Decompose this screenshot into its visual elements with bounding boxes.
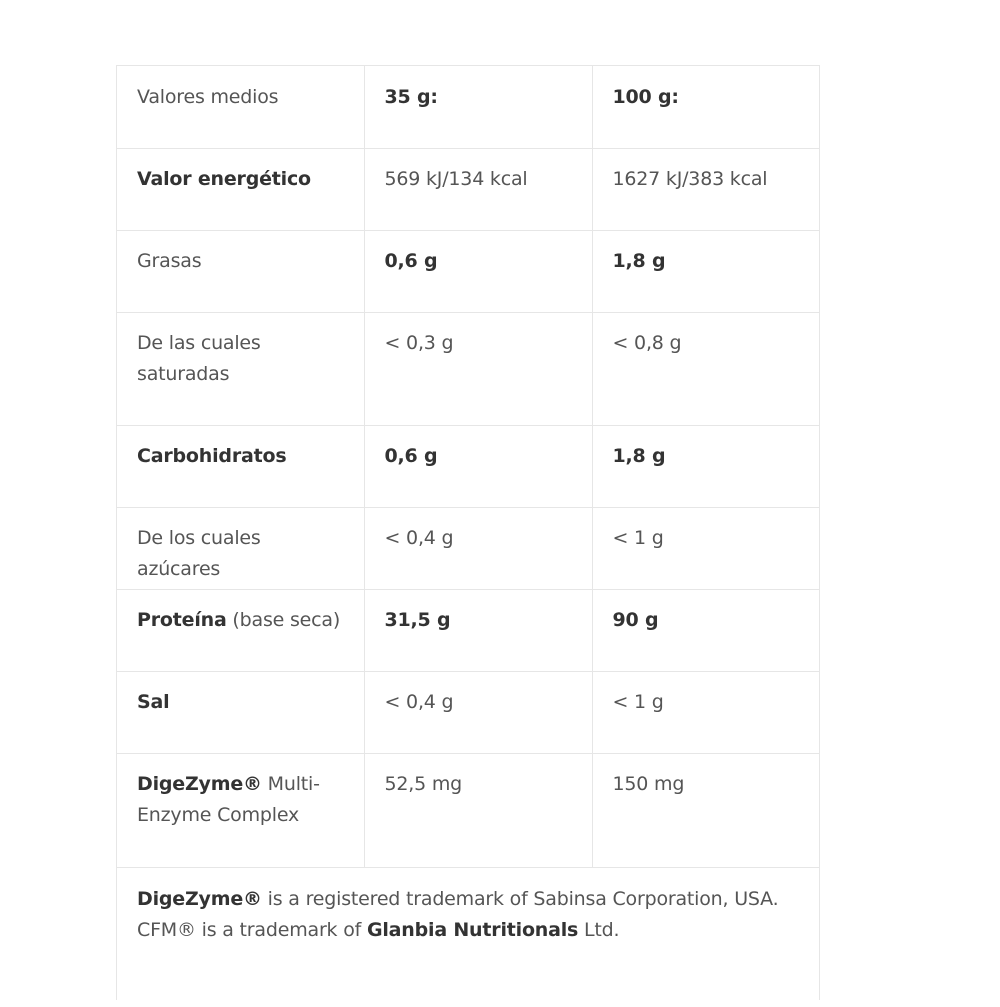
- row-label: Valor energético: [117, 148, 364, 230]
- value-100g: 150 mg: [592, 753, 820, 867]
- value-35g: 569 kJ/134 kcal: [364, 148, 592, 230]
- header-35g: 35 g:: [364, 66, 592, 148]
- footnote-line-2: [137, 915, 802, 946]
- row-label: [117, 589, 364, 671]
- table-header-row: [117, 66, 820, 148]
- value-35g: 0,6 g: [364, 230, 592, 312]
- value-100g: < 1 g: [592, 507, 820, 589]
- table-row-salt: [117, 671, 820, 753]
- table-row-energy: [117, 148, 820, 230]
- value-100g: < 1 g: [592, 671, 820, 753]
- nutrition-table-container: [116, 65, 820, 1000]
- value-35g: < 0,3 g: [364, 312, 592, 425]
- table-row-carbohydrates: [117, 425, 820, 507]
- value-100g: 1,8 g: [592, 425, 820, 507]
- value-100g: < 0,8 g: [592, 312, 820, 425]
- footnote-company: Glanbia Nutritionals: [366, 918, 579, 941]
- value-35g: < 0,4 g: [364, 671, 592, 753]
- table-row-digezyme: [117, 753, 820, 867]
- protein-note: (base seca): [232, 608, 341, 631]
- table-row-footnote: [117, 867, 820, 1007]
- table-row-sugars: [117, 507, 820, 589]
- value-100g: 90 g: [592, 589, 820, 671]
- row-label: [117, 753, 364, 867]
- footnote-line-1: [137, 884, 802, 915]
- row-label: Sal: [117, 671, 364, 753]
- footnote: [117, 867, 820, 1007]
- row-label: Carbohidratos: [117, 425, 364, 507]
- table-row-saturated: [117, 312, 820, 425]
- row-label: De las cuales saturadas: [117, 312, 364, 425]
- protein-label: Proteína: [137, 608, 227, 631]
- digezyme-brand: DigeZyme®: [137, 772, 262, 795]
- footnote-text-3: Ltd.: [578, 918, 620, 941]
- value-35g: 0,6 g: [364, 425, 592, 507]
- table-row-protein: [117, 589, 820, 671]
- value-100g: 1,8 g: [592, 230, 820, 312]
- digezyme-rest: Multi- Enzyme Complex: [137, 772, 320, 826]
- header-100g: 100 g:: [592, 66, 820, 148]
- value-35g: 31,5 g: [364, 589, 592, 671]
- value-35g: < 0,4 g: [364, 507, 592, 589]
- row-label: Grasas: [117, 230, 364, 312]
- nutrition-table: [117, 66, 820, 1007]
- footnote-text-2: is a trademark of: [195, 918, 367, 941]
- table-row-fat: [117, 230, 820, 312]
- row-label: De los cuales azúcares: [117, 507, 364, 589]
- footnote-text-1: is a registered trademark of Sabinsa Corporation, USA.: [261, 887, 779, 910]
- value-35g: 52,5 mg: [364, 753, 592, 867]
- header-label: Valores medios: [117, 66, 364, 148]
- value-100g: 1627 kJ/383 kcal: [592, 148, 820, 230]
- footnote-digezyme: DigeZyme®: [137, 887, 262, 910]
- footnote-cfm: CFM®: [137, 918, 196, 941]
